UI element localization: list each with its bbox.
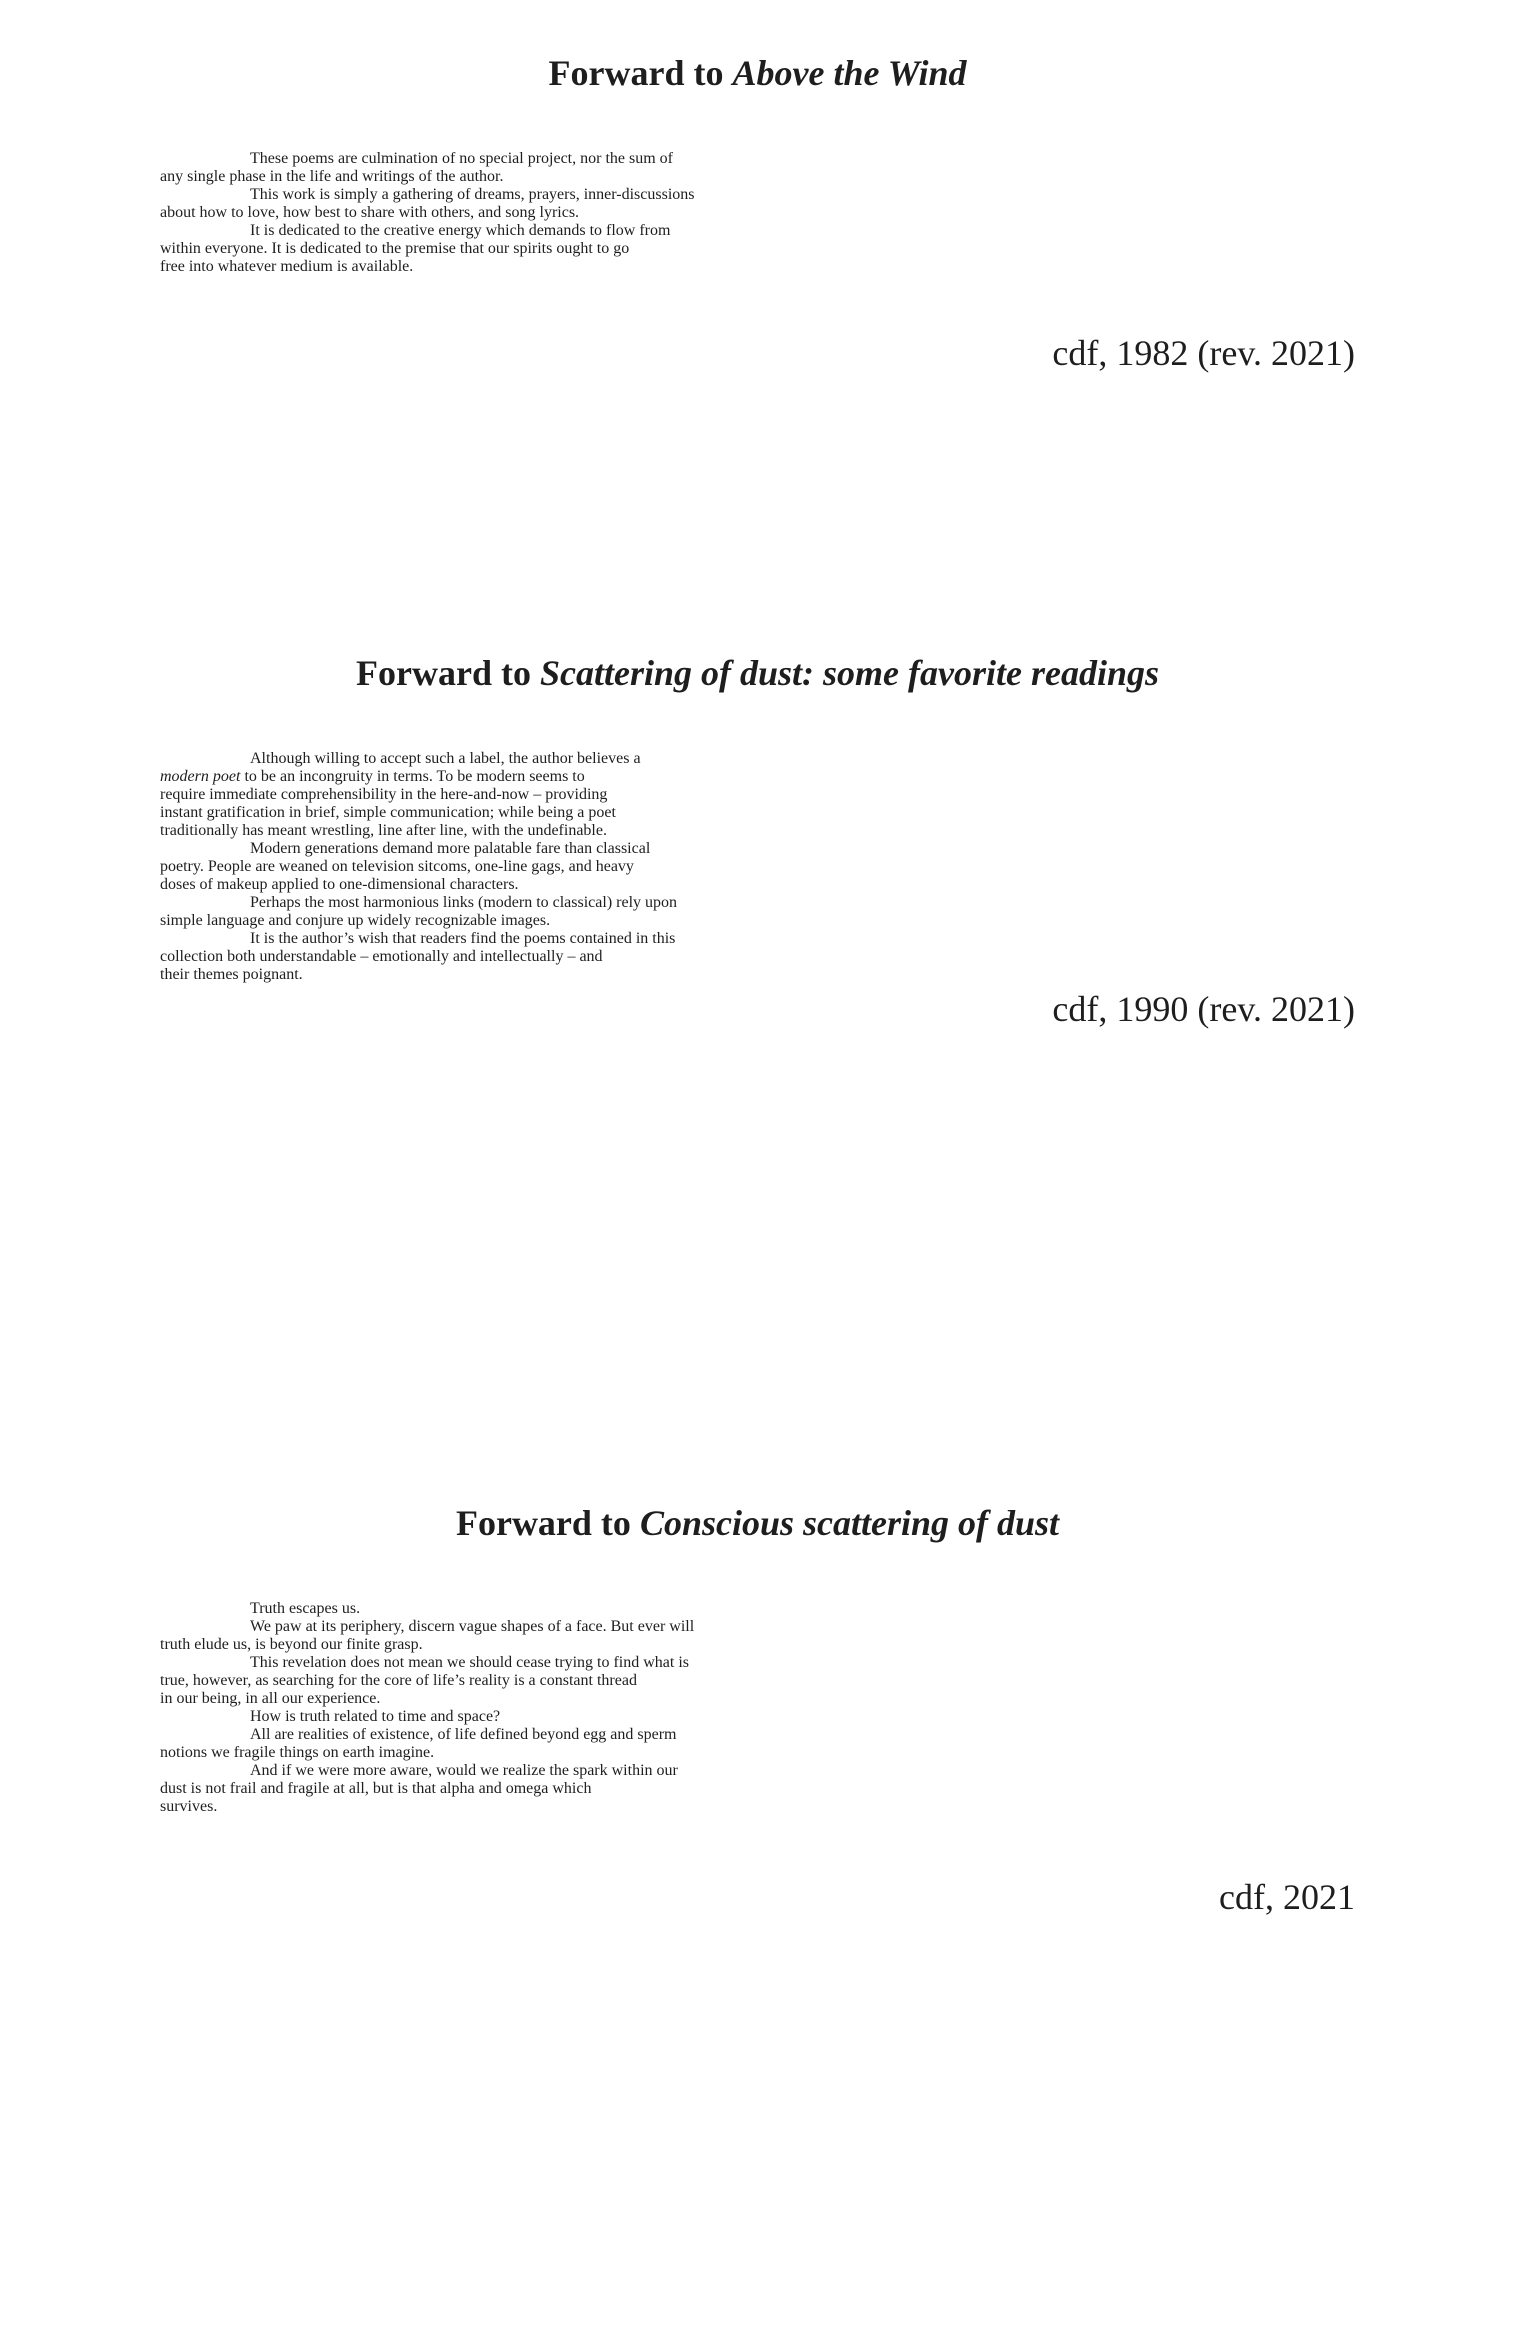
- section-heading: [160, 648, 1355, 698]
- paragraph: [160, 150, 1355, 186]
- paragraph: [160, 1708, 1355, 1726]
- heading-title: Above the Wind: [732, 53, 967, 93]
- text-line: And if we were more aware, would we realize the spark within our: [250, 1762, 678, 1779]
- text-line: Although willing to accept such a label, the author believes a: [250, 750, 641, 767]
- text-line: These poems are culmination of no special project, nor the sum of: [250, 150, 673, 167]
- heading-title: Scattering of dust: some favorite readings: [539, 653, 1159, 693]
- text-line: doses of makeup applied to one-dimensional characters.: [160, 876, 519, 893]
- text-line: This revelation does not mean we should cease trying to find what is: [250, 1654, 690, 1671]
- text-line: We paw at its periphery, discern vague shapes of a face. But ever will: [250, 1618, 695, 1635]
- paragraph: [160, 840, 1355, 894]
- text-line: traditionally has meant wrestling, line after line, with the undefinable.: [160, 822, 607, 839]
- text-line: Perhaps the most harmonious links (modern to classical) rely upon: [250, 894, 678, 911]
- text-line: dust is not frail and fragile at all, but is that alpha and omega which: [160, 1780, 592, 1797]
- paragraph: [160, 222, 1355, 276]
- text-fragment: to be an incongruity in terms. To be modern seems to: [240, 768, 585, 785]
- text-line: It is the author’s wish that readers find the poems contained in this: [250, 930, 676, 947]
- section-conscious-scattering-of-dust: [160, 1498, 1355, 1922]
- heading-prefix: Forward to: [356, 653, 531, 693]
- text-line: poetry. People are weaned on television sitcoms, one-line gags, and heavy: [160, 858, 634, 875]
- text-line: require immediate comprehensibility in the here-and-now – providing: [160, 786, 608, 803]
- paragraph: [160, 750, 1355, 840]
- signature: cdf, 1982 (rev. 2021): [1052, 333, 1355, 373]
- section-scattering-of-dust: [160, 648, 1355, 1034]
- text-line: Truth escapes us.: [250, 1600, 361, 1617]
- text-line: Modern generations demand more palatable fare than classical: [250, 840, 651, 857]
- paragraph: [160, 1726, 1355, 1762]
- text-line: survives.: [160, 1798, 218, 1815]
- paragraph: [160, 1600, 1355, 1618]
- section-heading: [160, 1498, 1355, 1548]
- section-above-the-wind: [160, 48, 1355, 378]
- italic-phrase: modern poet: [160, 768, 241, 785]
- text-line: true, however, as searching for the core of life’s reality is a constant thread: [160, 1672, 637, 1689]
- text-line: in our being, in all our experience.: [160, 1690, 381, 1707]
- paragraph: [160, 930, 1355, 984]
- signature: cdf, 2021: [1219, 1877, 1355, 1917]
- text-line: any single phase in the life and writings of the author.: [160, 168, 504, 185]
- heading-prefix: Forward to: [548, 53, 724, 93]
- text-line: free into whatever medium is available.: [160, 258, 414, 275]
- text-line: instant gratification in brief, simple communication; while being a poet: [160, 804, 616, 821]
- text-line: collection both understandable – emotionally and intellectually – and: [160, 948, 603, 965]
- text-line: notions we fragile things on earth imagine.: [160, 1744, 435, 1761]
- text-line: truth elude us, is beyond our finite grasp.: [160, 1636, 423, 1653]
- paragraph: [160, 1618, 1355, 1654]
- text-line: about how to love, how best to share with others, and song lyrics.: [160, 204, 580, 221]
- text-line: within everyone. It is dedicated to the premise that our spirits ought to go: [160, 240, 630, 257]
- text-line: How is truth related to time and space?: [250, 1708, 501, 1725]
- text-line: [160, 768, 1355, 786]
- text-line: simple language and conjure up widely recognizable images.: [160, 912, 551, 929]
- heading-prefix: Forward to: [455, 1503, 631, 1543]
- text-line: their themes poignant.: [160, 966, 303, 983]
- section-heading: [160, 48, 1355, 98]
- text-line: All are realities of existence, of life defined beyond egg and sperm: [250, 1726, 677, 1743]
- paragraph: [160, 1654, 1355, 1708]
- text-line: This work is simply a gathering of dreams, prayers, inner-discussions: [250, 186, 695, 203]
- text-line: It is dedicated to the creative energy which demands to flow from: [250, 222, 671, 239]
- heading-title: Conscious scattering of dust: [639, 1503, 1060, 1543]
- paragraph: [160, 1762, 1355, 1816]
- document-page: [160, 0, 1355, 2329]
- paragraph: [160, 186, 1355, 222]
- signature: cdf, 1990 (rev. 2021): [1052, 989, 1355, 1029]
- paragraph: [160, 894, 1355, 930]
